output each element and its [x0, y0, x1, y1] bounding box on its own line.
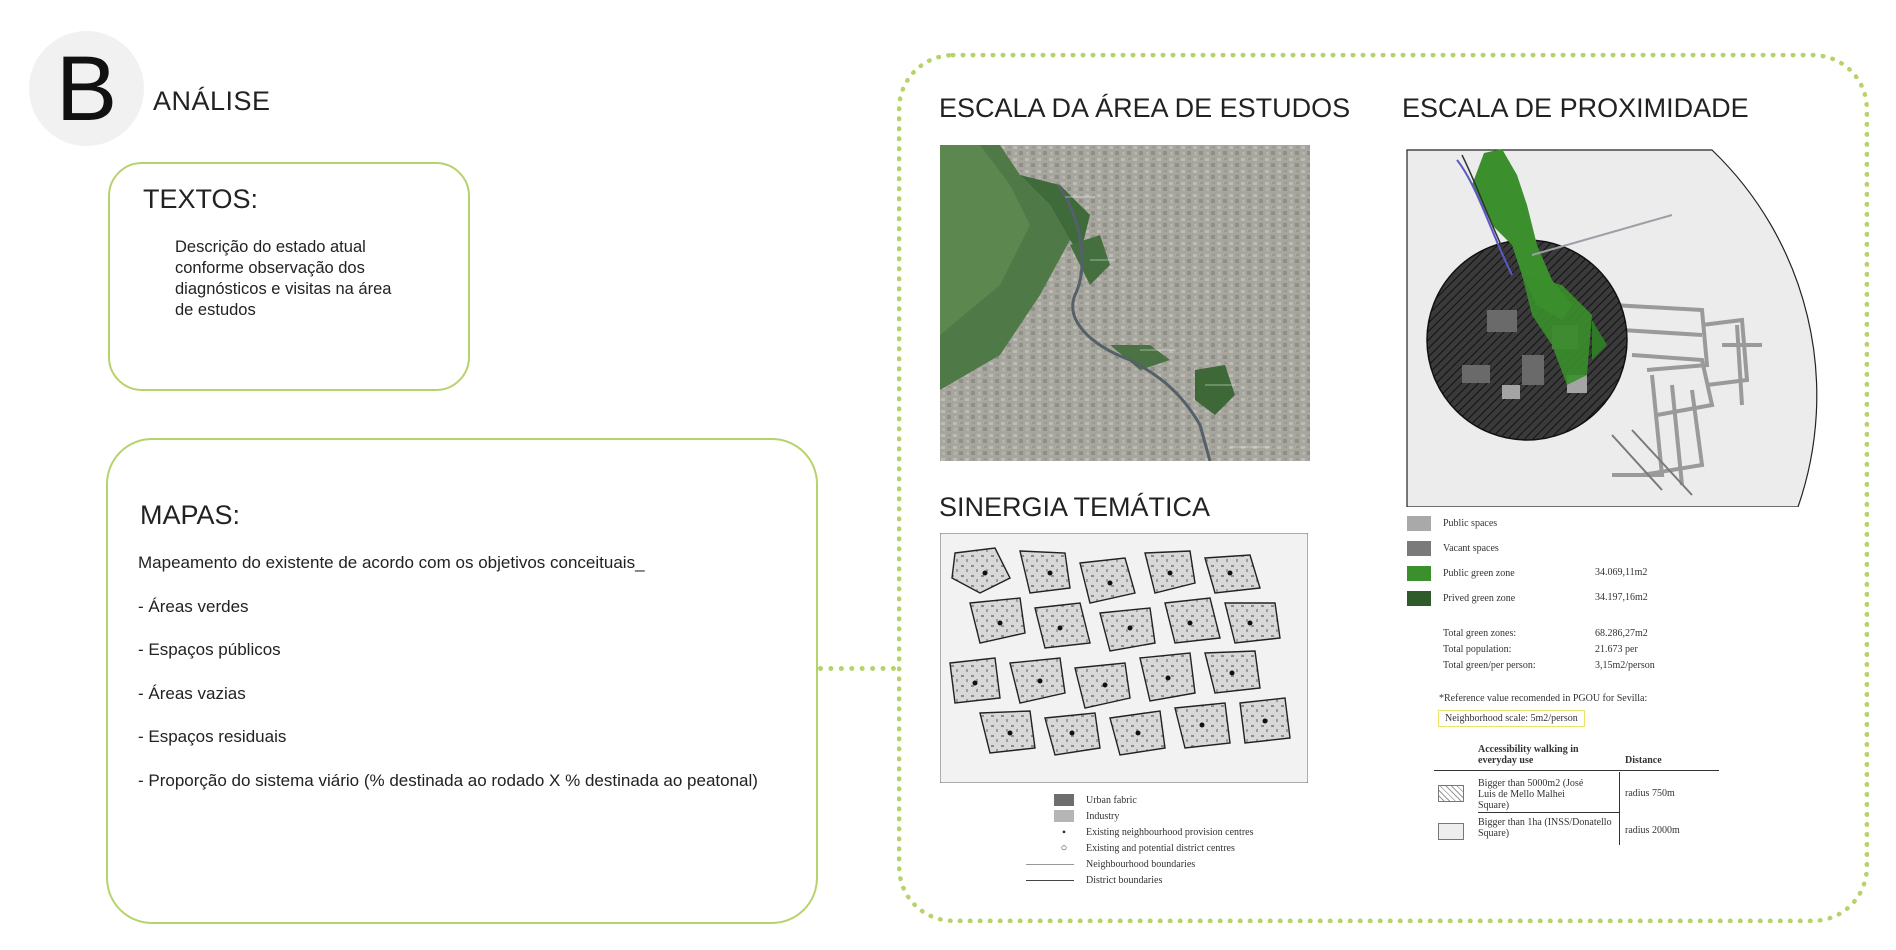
thin-line-icon — [1026, 864, 1074, 865]
industry-swatch — [1054, 810, 1074, 822]
textos-body: Descrição do estado atual conforme observação dos diagnósticos e visitas na área de estudos — [175, 238, 392, 319]
total-label: Total green/per person: — [1443, 660, 1536, 671]
mapas-line: - Espaços residuais — [138, 727, 287, 746]
ring-icon: ○ — [1060, 842, 1068, 854]
access-row-distance: radius 2000m — [1625, 825, 1680, 836]
table-row-rule — [1478, 812, 1619, 813]
legend-public-green — [1407, 565, 1515, 581]
mapas-line: Mapeamento do existente de acordo com os objetivos conceituais_ — [138, 553, 645, 572]
access-row-distance: radius 750m — [1625, 788, 1675, 799]
legend-label: Urban fabric — [1086, 794, 1137, 806]
dot-icon: • — [1061, 824, 1067, 839]
access-row-desc: Bigger than 5000m2 (José Luis de Mello Malhei Square) — [1478, 778, 1584, 811]
vacant-spaces-swatch — [1407, 541, 1431, 556]
hatch-swatch — [1438, 785, 1464, 802]
section-badge: B — [29, 31, 144, 146]
urban-fabric-swatch — [1054, 794, 1074, 806]
synergy-heading: SINERGIA TEMÁTICA — [939, 492, 1211, 522]
access-row-desc: Bigger than 1ha (INSS/Donatello Square) — [1478, 817, 1612, 839]
legend-label: Prived green zone — [1443, 592, 1516, 604]
textos-card — [108, 162, 470, 391]
mapas-card — [106, 438, 818, 924]
legend-neighbourhood-centres — [1054, 824, 1253, 840]
total-label: Total green zones: — [1443, 628, 1517, 639]
legend-urban-fabric — [1054, 792, 1137, 808]
public-spaces-swatch — [1407, 516, 1431, 531]
legend-label: District boundaries — [1086, 874, 1163, 886]
public-green-value: 34.069,11m2 — [1595, 567, 1648, 578]
light-swatch — [1438, 823, 1464, 840]
total-value: 3,15m2/person — [1595, 660, 1655, 671]
mapas-list — [138, 553, 758, 814]
proximity-radius-map — [1402, 145, 1842, 507]
legend-label: Public spaces — [1443, 517, 1498, 529]
legend-label: Existing neighbourhood provision centres — [1086, 826, 1254, 838]
study-area-aerial-map — [940, 145, 1310, 461]
prived-green-value: 34.197,16m2 — [1595, 592, 1648, 603]
reference-value-box: Neighborhood scale: 5m2/person — [1438, 710, 1585, 727]
public-green-swatch — [1407, 566, 1431, 581]
legend-prived-green — [1407, 590, 1515, 606]
total-value: 68.286,27m2 — [1595, 628, 1648, 639]
legend-public-spaces — [1407, 515, 1497, 531]
legend-district-boundaries — [1054, 872, 1162, 888]
total-label: Total population: — [1443, 644, 1512, 655]
textos-title: TEXTOS: — [143, 184, 259, 214]
dotted-connector — [818, 666, 896, 671]
mapas-line: - Espaços públicos — [138, 640, 281, 659]
legend-industry — [1054, 808, 1119, 824]
legend-label: Industry — [1086, 810, 1120, 822]
access-header: Accessibility walking in everyday use — [1478, 744, 1579, 766]
legend-label: Vacant spaces — [1443, 542, 1499, 554]
legend-label: Existing and potential district centres — [1086, 842, 1235, 854]
synergy-thematic-map — [940, 533, 1308, 783]
mapas-line: - Áreas vazias — [138, 683, 246, 703]
legend-vacant-spaces — [1407, 540, 1499, 556]
mapas-title: MAPAS: — [140, 500, 241, 530]
proximity-heading: ESCALA DE PROXIMIDADE — [1402, 93, 1749, 123]
synergy-legend — [1054, 792, 1314, 894]
section-title: ANÁLISE — [153, 86, 271, 116]
distance-header: Distance — [1625, 755, 1662, 766]
proximity-legend — [1407, 515, 1827, 845]
legend-label: Public green zone — [1443, 567, 1515, 579]
mapas-line: - Proporção do sistema viário (% destinada ao rodado X % destinada ao peatonal) — [138, 770, 758, 790]
table-rule — [1434, 770, 1719, 771]
study-area-heading: ESCALA DA ÁREA DE ESTUDOS — [939, 93, 1351, 123]
reference-note: *Reference value recomended in PGOU for Sevilla: — [1439, 693, 1648, 704]
legend-neighbourhood-boundaries — [1054, 856, 1195, 872]
total-value: 21.673 per — [1595, 644, 1638, 655]
legend-label: Neighbourhood boundaries — [1086, 858, 1196, 870]
legend-district-centres — [1054, 840, 1235, 856]
thick-line-icon — [1026, 880, 1074, 881]
table-divider — [1619, 772, 1620, 845]
prived-green-swatch — [1407, 591, 1431, 606]
mapas-line: - Áreas verdes — [138, 596, 249, 616]
